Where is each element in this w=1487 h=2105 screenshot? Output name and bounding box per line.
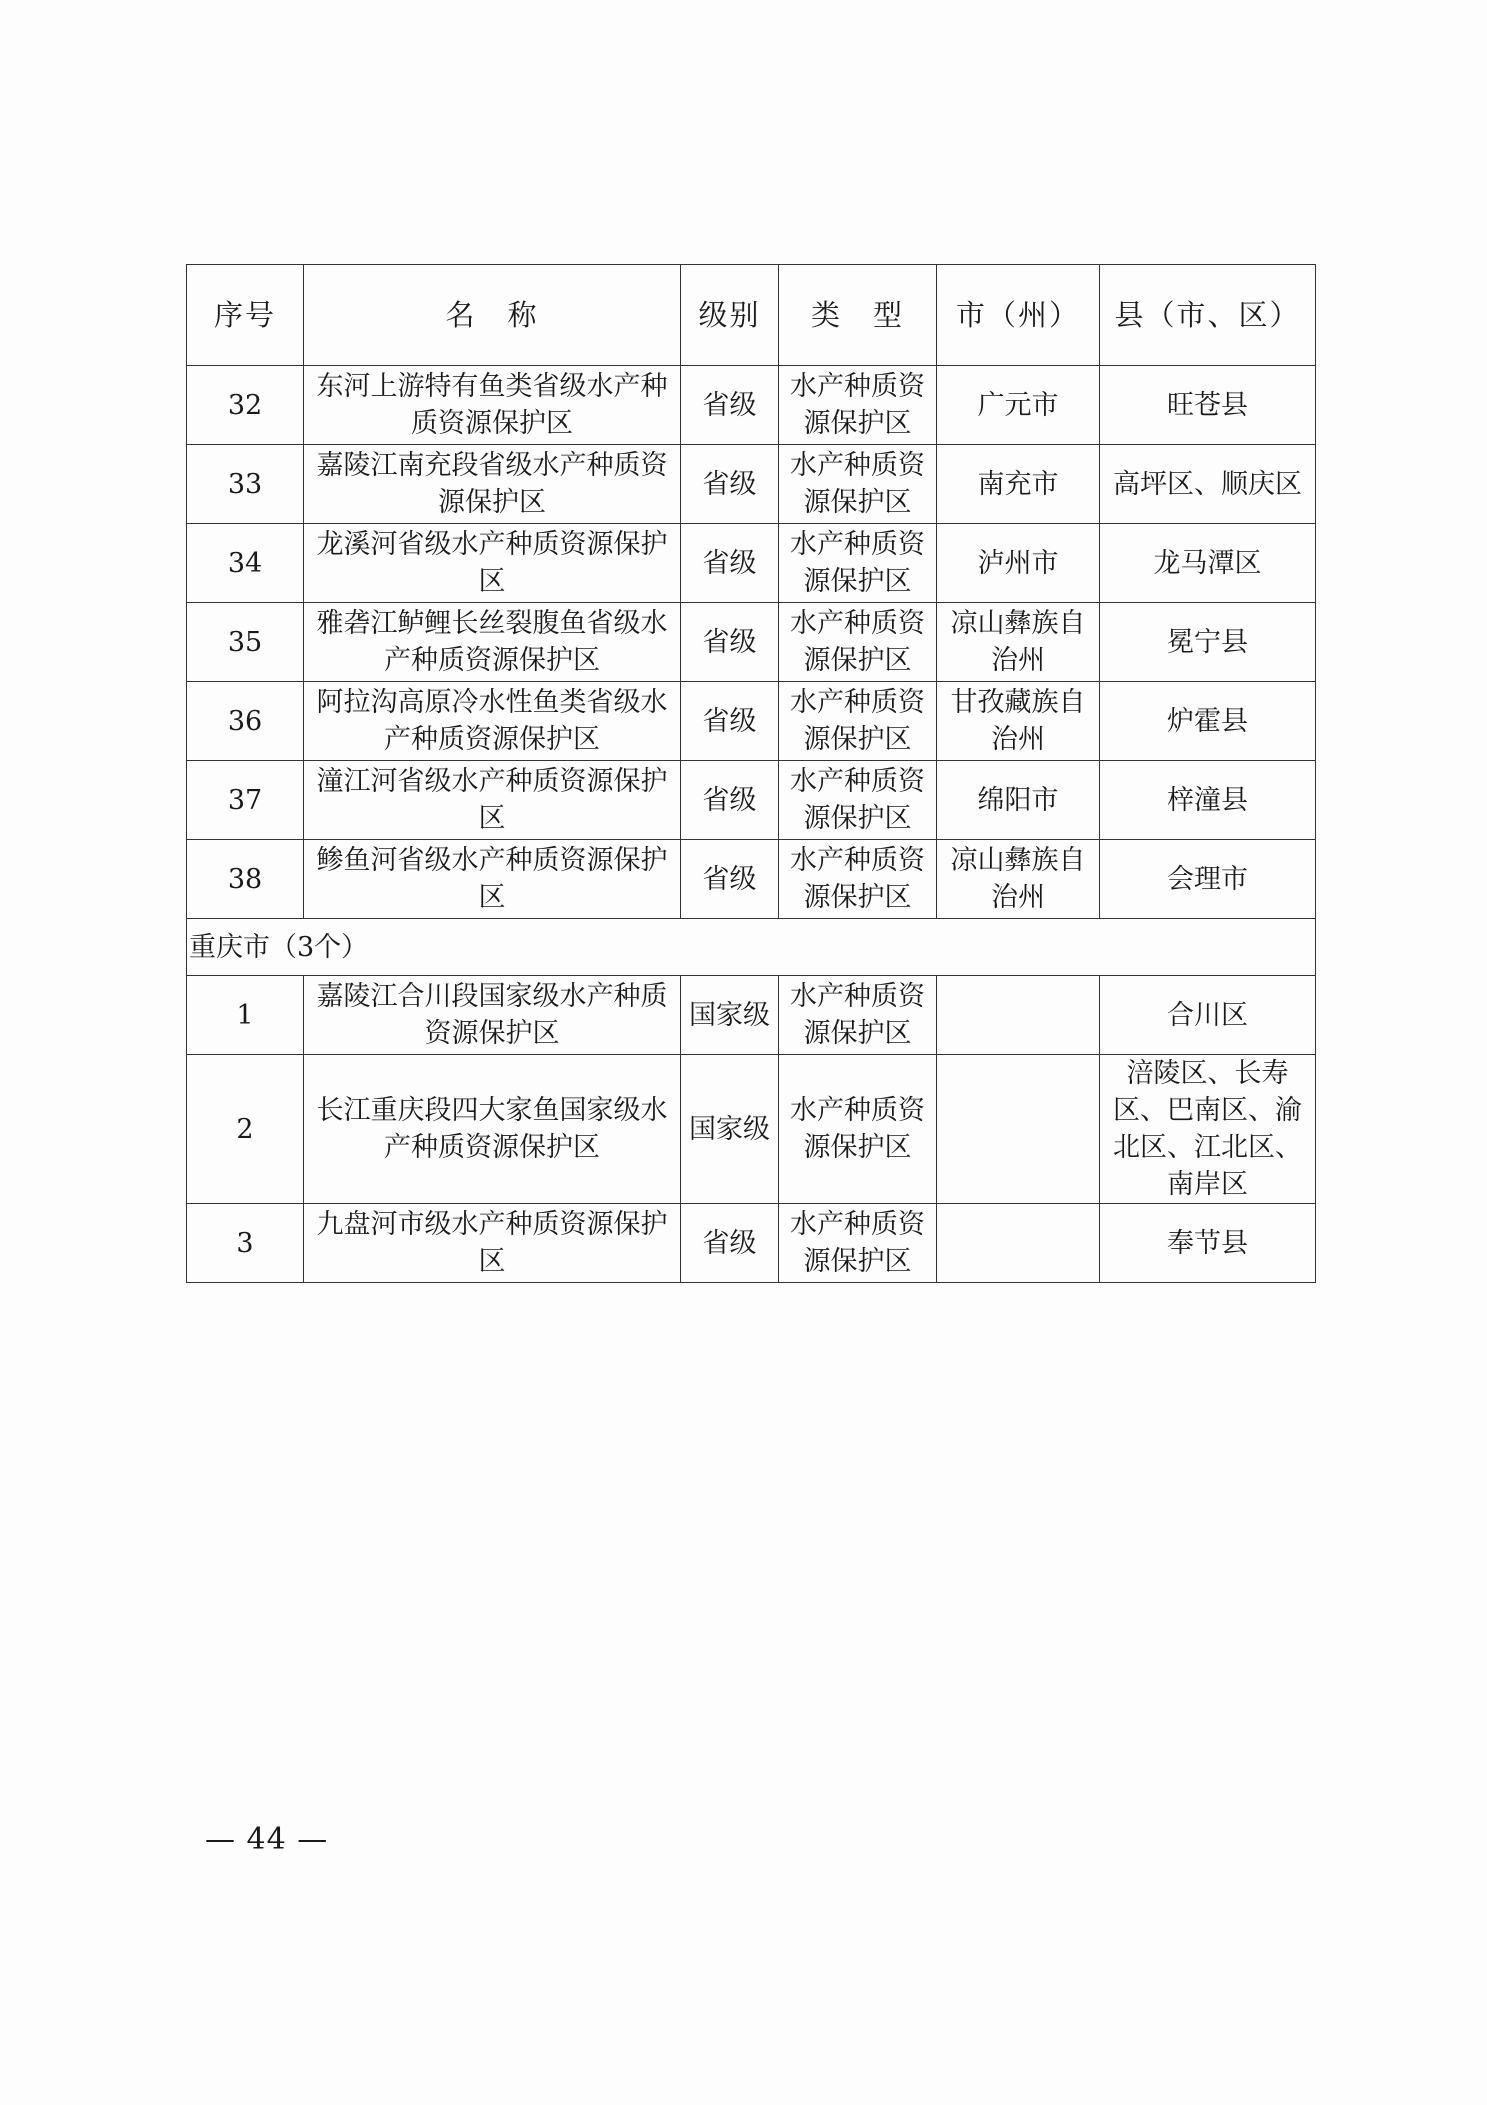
cell-city: 泸州市: [937, 524, 1100, 603]
cell-city: 绵阳市: [937, 761, 1100, 840]
table-row: [187, 366, 1316, 445]
cell-seq: 1: [187, 976, 304, 1055]
cell-level: 省级: [681, 1204, 779, 1283]
section-row-chongqing: [187, 919, 1316, 976]
cell-county: 梓潼县: [1100, 761, 1316, 840]
cell-seq: 2: [187, 1055, 304, 1204]
cell-type: 水产种质资源保护区: [779, 366, 937, 445]
cell-city: 南充市: [937, 445, 1100, 524]
cell-type: 水产种质资源保护区: [779, 682, 937, 761]
cell-name: 嘉陵江合川段国家级水产种质资源保护区: [304, 976, 681, 1055]
table-row: [187, 840, 1316, 919]
cell-county: 涪陵区、长寿区、巴南区、渝北区、江北区、南岸区: [1100, 1055, 1316, 1204]
cell-city: 甘孜藏族自治州: [937, 682, 1100, 761]
cell-type: 水产种质资源保护区: [779, 603, 937, 682]
cell-name: 长江重庆段四大家鱼国家级水产种质资源保护区: [304, 1055, 681, 1204]
cell-city: [937, 976, 1100, 1055]
cell-city: 广元市: [937, 366, 1100, 445]
cell-county: 旺苍县: [1100, 366, 1316, 445]
table-row: [187, 682, 1316, 761]
cell-level: 省级: [681, 840, 779, 919]
header-seq: 序号: [187, 265, 304, 366]
header-city: 市（州）: [937, 265, 1100, 366]
cell-type: 水产种质资源保护区: [779, 976, 937, 1055]
table-row: [187, 524, 1316, 603]
cell-type: 水产种质资源保护区: [779, 524, 937, 603]
cell-seq: 38: [187, 840, 304, 919]
table-row: [187, 603, 1316, 682]
cell-city: [937, 1055, 1100, 1204]
cell-level: 省级: [681, 445, 779, 524]
header-name: 名 称: [304, 265, 681, 366]
cell-type: 水产种质资源保护区: [779, 1055, 937, 1204]
cell-county: 冕宁县: [1100, 603, 1316, 682]
cell-county: 龙马潭区: [1100, 524, 1316, 603]
cell-seq: 34: [187, 524, 304, 603]
cell-name: 九盘河市级水产种质资源保护区: [304, 1204, 681, 1283]
cell-city: [937, 1204, 1100, 1283]
table-row: [187, 445, 1316, 524]
cell-type: 水产种质资源保护区: [779, 761, 937, 840]
cell-level: 省级: [681, 366, 779, 445]
section-title: 重庆市（3个）: [187, 919, 1316, 976]
table-row: [187, 1055, 1316, 1204]
table-row: [187, 1204, 1316, 1283]
cell-seq: 3: [187, 1204, 304, 1283]
cell-name: 阿拉沟高原冷水性鱼类省级水产种质资源保护区: [304, 682, 681, 761]
cell-level: 国家级: [681, 976, 779, 1055]
cell-name: 龙溪河省级水产种质资源保护区: [304, 524, 681, 603]
cell-name: 潼江河省级水产种质资源保护区: [304, 761, 681, 840]
cell-name: 东河上游特有鱼类省级水产种质资源保护区: [304, 366, 681, 445]
cell-level: 省级: [681, 761, 779, 840]
cell-level: 省级: [681, 603, 779, 682]
cell-seq: 33: [187, 445, 304, 524]
header-county: 县（市、区）: [1100, 265, 1316, 366]
cell-level: 省级: [681, 524, 779, 603]
cell-city: 凉山彝族自治州: [937, 840, 1100, 919]
header-type: 类 型: [779, 265, 937, 366]
cell-type: 水产种质资源保护区: [779, 445, 937, 524]
cell-type: 水产种质资源保护区: [779, 1204, 937, 1283]
cell-name: 鲹鱼河省级水产种质资源保护区: [304, 840, 681, 919]
cell-level: 国家级: [681, 1055, 779, 1204]
cell-county: 合川区: [1100, 976, 1316, 1055]
cell-type: 水产种质资源保护区: [779, 840, 937, 919]
cell-name: 嘉陵江南充段省级水产种质资源保护区: [304, 445, 681, 524]
cell-city: 凉山彝族自治州: [937, 603, 1100, 682]
cell-name: 雅砻江鲈鲤长丝裂腹鱼省级水产种质资源保护区: [304, 603, 681, 682]
cell-county: 会理市: [1100, 840, 1316, 919]
cell-seq: 36: [187, 682, 304, 761]
cell-level: 省级: [681, 682, 779, 761]
cell-county: 高坪区、顺庆区: [1100, 445, 1316, 524]
page-number: — 44 —: [205, 1822, 329, 1857]
header-level: 级别: [681, 265, 779, 366]
cell-seq: 32: [187, 366, 304, 445]
table-row: [187, 976, 1316, 1055]
table-header-row: [187, 265, 1316, 366]
reserve-table: [186, 264, 1316, 1283]
table-row: [187, 761, 1316, 840]
cell-seq: 35: [187, 603, 304, 682]
cell-county: 奉节县: [1100, 1204, 1316, 1283]
cell-county: 炉霍县: [1100, 682, 1316, 761]
cell-seq: 37: [187, 761, 304, 840]
